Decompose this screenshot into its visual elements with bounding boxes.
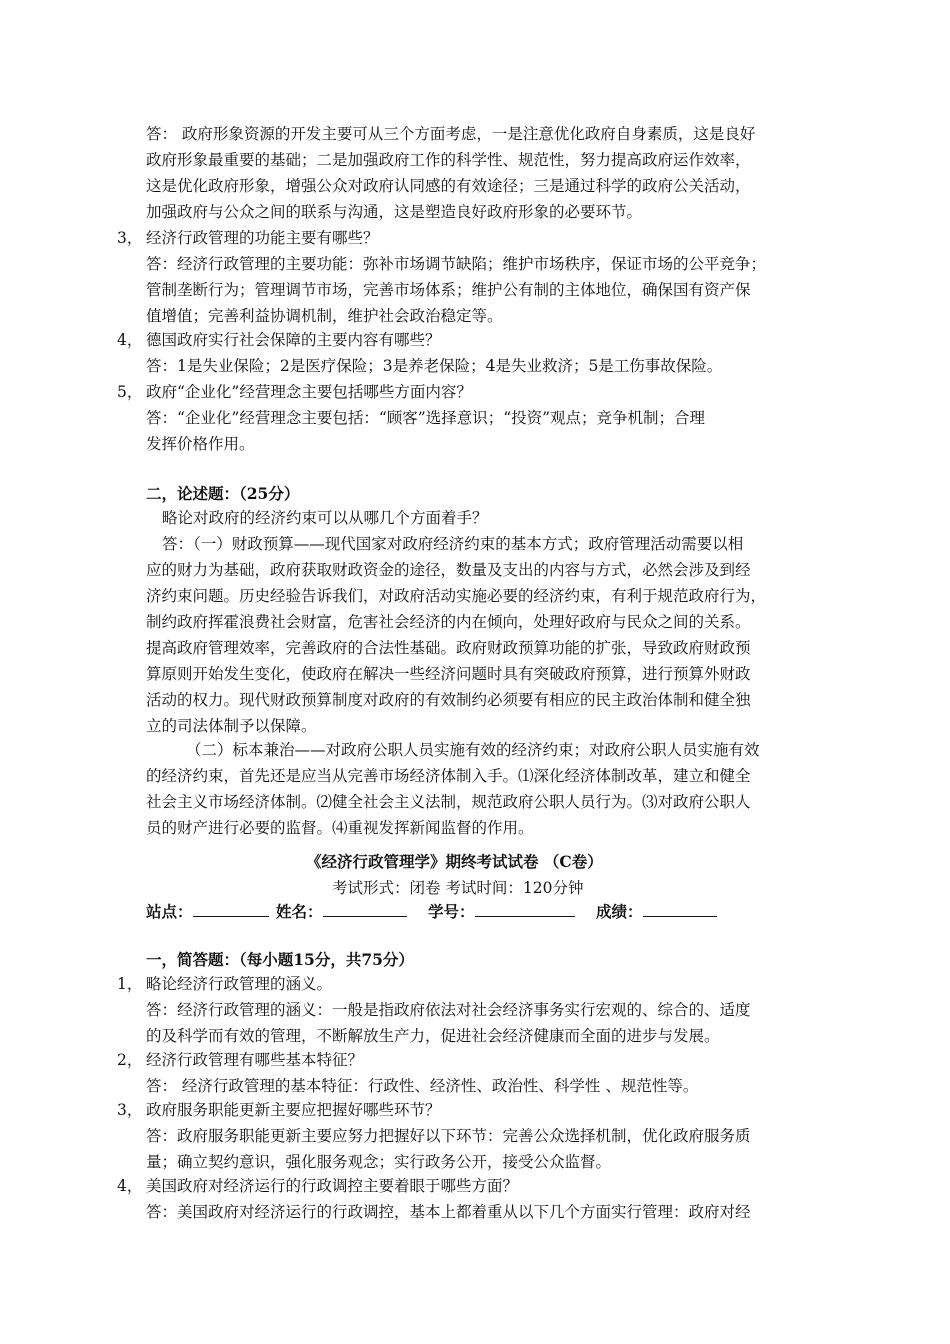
question-number: 2， — [117, 1051, 143, 1069]
prev-answer-2-line: 答： 政府形象资源的开发主要可从三个方面考虑，一是注意优化政府自身素质，这是良好 — [146, 125, 756, 143]
prev-answer-2-line: 加强政府与公众之间的联系与沟通，这是塑造良好政府形象的必要环节。 — [146, 203, 643, 221]
answer-line: 答：1是失业保险；2是医疗保险；3是养老保险；4是失业救济；5是工伤事故保险。 — [146, 357, 723, 375]
exam-subtitle: 考试形式：闭卷 考试时间：120分钟 — [332, 879, 584, 897]
answer-line: 发挥价格作用。 — [146, 435, 255, 453]
essay-answer-line: 社会主义市场经济体制。⑵健全社会主义法制，规范政府公职人员行为。⑶对政府公职人 — [146, 793, 751, 811]
field-name — [276, 902, 407, 922]
field-label: 学号： — [428, 902, 475, 921]
essay-answer-line: 济约束问题。历史经验告诉我们，对政府活动实施必要的经济约束，有利于规范政府行为， — [146, 587, 767, 605]
essay-answer-line: 的经济约束，首先还是应当从完善市场经济体制入手。⑴深化经济体制改革，建立和健全 — [146, 767, 751, 785]
essay-question: 略论对政府的经济约束可以从哪几个方面着手？ — [162, 509, 488, 527]
question-number: 4， — [117, 331, 143, 349]
score-blank[interactable] — [643, 902, 717, 917]
question-text: 政府服务职能更新主要应把握好哪些环节？ — [146, 1101, 441, 1119]
field-label: 成绩： — [596, 902, 643, 921]
answer-line: 答：美国政府对经济运行的行政调控，基本上都着重从以下几个方面实行管理：政府对经 — [146, 1203, 751, 1221]
question-text: 德国政府实行社会保障的主要内容有哪些？ — [146, 331, 441, 349]
essay-answer-line: 答：（一）财政预算——现代国家对政府经济约束的基本方式；政府管理活动需要以相 — [162, 535, 744, 553]
question-text: 经济行政管理的功能主要有哪些？ — [146, 229, 379, 247]
field-label: 站点： — [146, 902, 193, 921]
answer-line: 答：经济行政管理的涵义：一般是指政府依法对社会经济事务实行宏观的、综合的、适度 — [146, 1001, 751, 1019]
student-id-blank[interactable] — [475, 902, 575, 917]
station-blank[interactable] — [193, 902, 269, 917]
field-label: 姓名： — [276, 902, 323, 921]
answer-line: 答：政府服务职能更新主要应努力把握好以下环节：完善公众选择机制，优化政府服务质 — [146, 1127, 751, 1145]
essay-answer-line: 提高政府管理效率，完善政府的合法性基础。政府财政预算功能的扩张，导致政府财政预 — [146, 639, 751, 657]
essay-answer-line: （二）标本兼治——对政府公职人员实施有效的经济约束；对政府公职人员实施有效 — [186, 741, 760, 759]
prev-answer-2-line: 政府形象最重要的基础；二是加强政府工作的科学性、规范性，努力提高政府运作效率， — [146, 151, 751, 169]
field-score — [596, 902, 717, 922]
question-text: 略论经济行政管理的涵义。 — [146, 975, 333, 993]
answer-line: 答：经济行政管理的主要功能：弥补市场调节缺陷；维护市场秩序，保证市场的公平竞争； — [146, 255, 767, 273]
essay-answer-line: 立的司法体制予以保障。 — [146, 717, 317, 735]
prev-answer-2-line: 这是优化政府形象，增强公众对政府认同感的有效途径；三是通过科学的政府公关活动， — [146, 177, 751, 195]
essay-answer-line: 制约政府挥霍浪费社会财富，危害社会经济的内在倾向，处理好政府与民众之间的关系。 — [146, 613, 751, 631]
name-blank[interactable] — [323, 902, 407, 917]
field-student-id — [428, 902, 575, 922]
section-heading: 二，论述题：（25分） — [146, 484, 300, 503]
question-number: 3， — [117, 229, 143, 247]
answer-line: 答：“企业化”经营理念主要包括：“顾客”选择意识；“投资”观点；竞争机制；合理 — [146, 409, 706, 427]
answer-line: 值增值；完善利益协调机制，维护社会政治稳定等。 — [146, 307, 503, 325]
answer-line: 的及科学而有效的管理，不断解放生产力，促进社会经济健康而全面的进步与发展。 — [146, 1027, 720, 1045]
question-text: 美国政府对经济运行的行政调控主要着眼于哪些方面？ — [146, 1177, 519, 1195]
question-number: 5， — [117, 383, 143, 401]
question-text: 经济行政管理有哪些基本特征？ — [146, 1051, 364, 1069]
essay-answer-line: 算原则开始发生变化，使政府在解决一些经济问题时具有突破政府预算，进行预算外财政 — [146, 665, 751, 683]
essay-answer-line: 应的财力为基础，政府获取财政资金的途径，数量及支出的内容与方式，必然会涉及到经 — [146, 561, 751, 579]
answer-line: 答： 经济行政管理的基本特征：行政性、经济性、政治性、科学性 、规范性等。 — [146, 1077, 699, 1095]
answer-line: 管制垄断行为；管理调节市场，完善市场体系；维护公有制的主体地位，确保国有资产保 — [146, 281, 751, 299]
exam-title: 《经济行政管理学》期终考试试卷 （C卷） — [306, 852, 603, 871]
question-number: 4， — [117, 1177, 143, 1195]
field-station — [146, 902, 269, 922]
essay-answer-line: 员的财产进行必要的监督。⑷重视发挥新闻监督的作用。 — [146, 819, 534, 837]
essay-answer-line: 活动的权力。现代财政预算制度对政府的有效制约必须要有相应的民主政治体制和健全独 — [146, 691, 751, 709]
section-heading: 一，简答题：（每小题15分，共75分） — [146, 950, 414, 969]
answer-line: 量；确立契约意识，强化服务观念；实行政务公开，接受公众监督。 — [146, 1153, 612, 1171]
question-number: 3， — [117, 1101, 143, 1119]
question-text: 政府“企业化”经营理念主要包括哪些方面内容？ — [146, 383, 472, 401]
question-number: 1， — [117, 975, 143, 993]
